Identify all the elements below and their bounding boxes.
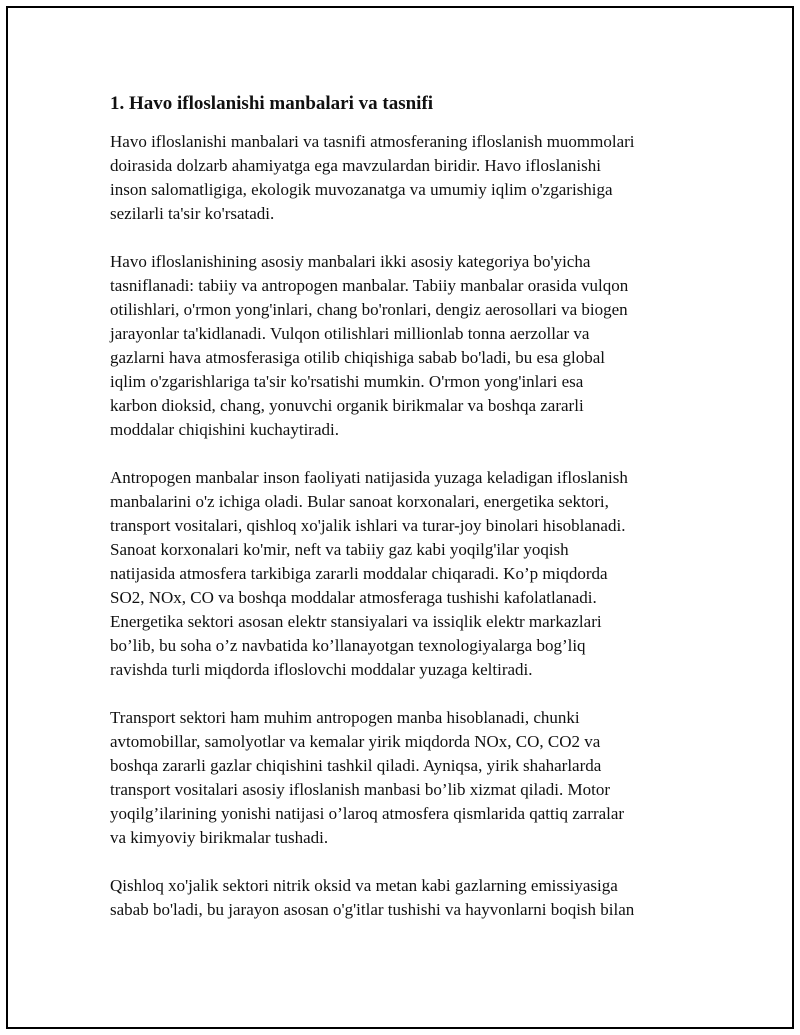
text-line: transport vositalari, qishloq xo'jalik ishlari va turar-joy binolari hisoblanadi. (110, 516, 626, 535)
text-line: sabab bo'ladi, bu jarayon asosan o'g'itlar tushishi va hayvonlarni boqish bilan (110, 900, 635, 919)
text-line: yoqilg’ilarining yonishi natijasi o’laroq atmosfera qismlarida qattiq zarralar (110, 804, 625, 823)
text-line: doirasida dolzarb ahamiyatga ega mavzulardan biridir. Havo ifloslanishi (110, 156, 601, 175)
text-line: otilishlari, o'rmon yong'inlari, chang bo'ronlari, dengiz aerosollari va biogen (110, 300, 628, 319)
section-heading: 1. Havo ifloslanishi manbalari va tasnifi (110, 93, 434, 114)
paragraph (110, 706, 700, 850)
text-line: ravishda turli miqdorda ifloslovchi moddalar yuzaga keltiradi. (110, 660, 533, 679)
paragraph-container (110, 130, 700, 922)
paragraph (110, 130, 700, 226)
text-line: boshqa zararli gazlar chiqishini tashkil qiladi. Ayniqsa, yirik shaharlarda (110, 756, 602, 775)
paragraph (110, 466, 700, 682)
text-line: Sanoat korxonalari ko'mir, neft va tabiiy gaz kabi yoqilg'ilar yoqish (110, 540, 569, 559)
text-line: gazlarni hava atmosferasiga otilib chiqishiga sabab bo'ladi, bu esa global (110, 348, 605, 367)
paragraph (110, 874, 700, 922)
text-line: transport vositalari asosiy ifloslanish manbasi bo’lib xizmat qiladi. Motor (110, 780, 611, 799)
text-line: moddalar chiqishini kuchaytiradi. (110, 420, 339, 439)
text-line: SO2, NOx, CO va boshqa moddalar atmosferaga tushishi kafolatlanadi. (110, 588, 597, 607)
text-line: bo’lib, bu soha o’z navbatida ko’llanayotgan texnologiyalarga bog’liq (110, 636, 586, 655)
text-line: tasniflanadi: tabiiy va antropogen manbalar. Tabiiy manbalar orasida vulqon (110, 276, 629, 295)
text-line: iqlim o'zgarishlariga ta'sir ko'rsatishi mumkin. O'rmon yong'inlari esa (110, 372, 584, 391)
text-line: Transport sektori ham muhim antropogen manba hisoblanadi, chunki (110, 708, 580, 727)
text-line: avtomobillar, samolyotlar va kemalar yirik miqdorda NOx, CO, CO2 va (110, 732, 601, 751)
text-line: Havo ifloslanishi manbalari va tasnifi atmosferaning ifloslanish muommolari (110, 132, 635, 151)
text-line: natijasida atmosfera tarkibiga zararli moddalar chiqaradi. Ko’p miqdorda (110, 564, 608, 583)
text-line: inson salomatligiga, ekologik muvozanatga va umumiy iqlim o'zgarishiga (110, 180, 613, 199)
text-line: Energetika sektori asosan elektr stansiyalari va issiqlik elektr markazlari (110, 612, 602, 631)
text-line: karbon dioksid, chang, yonuvchi organik birikmalar va boshqa zararli (110, 396, 584, 415)
text-line: jarayonlar ta'kidlanadi. Vulqon otilishlari millionlab tonna aerzollar va (110, 324, 590, 343)
text-line: Qishloq xo'jalik sektori nitrik oksid va metan kabi gazlarning emissiyasiga (110, 876, 618, 895)
text-line: sezilarli ta'sir ko'rsatadi. (110, 204, 275, 223)
paragraph (110, 250, 700, 442)
document-body (110, 92, 700, 946)
text-line: Antropogen manbalar inson faoliyati natijasida yuzaga keladigan ifloslanish (110, 468, 628, 487)
text-line: Havo ifloslanishining asosiy manbalari ikki asosiy kategoriya bo'yicha (110, 252, 591, 271)
text-line: va kimyoviy birikmalar tushadi. (110, 828, 329, 847)
text-line: manbalarini o'z ichiga oladi. Bular sanoat korxonalari, energetika sektori, (110, 492, 609, 511)
